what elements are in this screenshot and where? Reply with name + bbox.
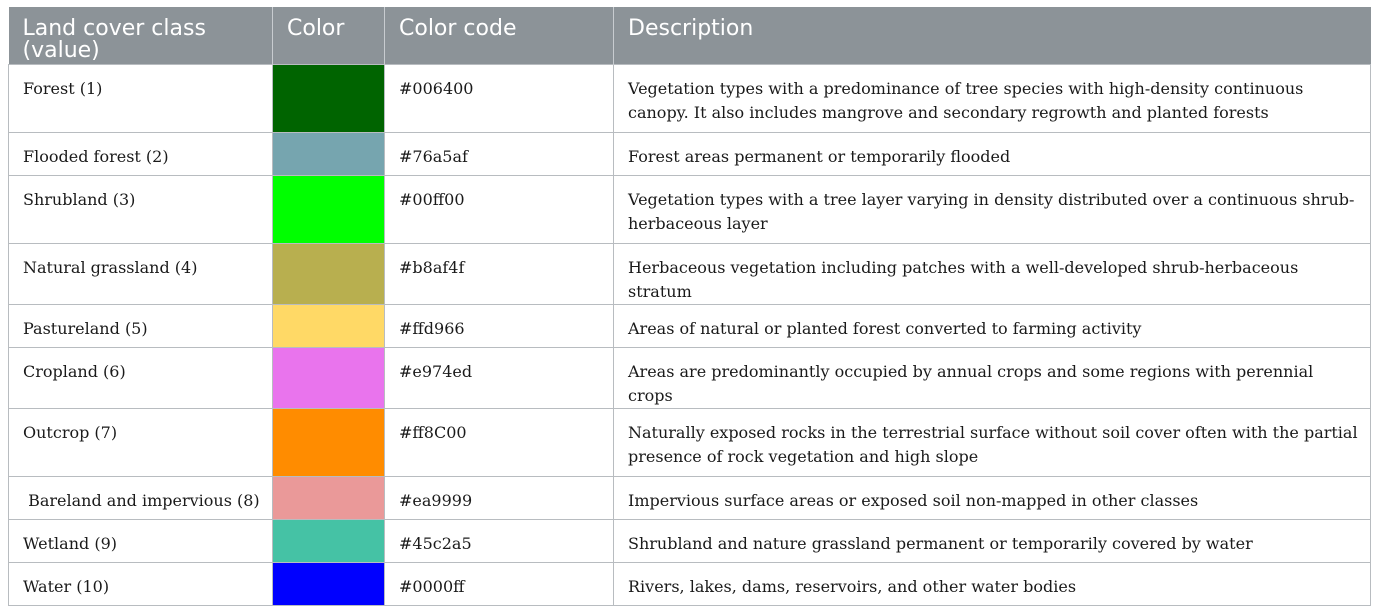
class-cell: Shrubland (3) bbox=[9, 175, 273, 243]
description-cell: Areas are predominantly occupied by annual crops and some regions with perennial crops bbox=[614, 347, 1371, 408]
description-cell: Forest areas permanent or temporarily flooded bbox=[614, 132, 1371, 175]
color-code-cell: #0000ff bbox=[385, 562, 614, 605]
class-cell: Forest (1) bbox=[9, 64, 273, 132]
class-cell: Water (10) bbox=[9, 562, 273, 605]
color-code-cell: #b8af4f bbox=[385, 243, 614, 304]
table-row bbox=[9, 476, 1371, 519]
table-row bbox=[9, 562, 1371, 605]
color-swatch bbox=[273, 519, 385, 562]
color-swatch bbox=[273, 64, 385, 132]
class-cell: Pastureland (5) bbox=[9, 304, 273, 347]
table-row bbox=[9, 132, 1371, 175]
table-row bbox=[9, 64, 1371, 132]
color-swatch bbox=[273, 243, 385, 304]
table-row bbox=[9, 519, 1371, 562]
header-color-code: Color code bbox=[385, 7, 614, 64]
color-swatch bbox=[273, 408, 385, 476]
color-code-cell: #ff8C00 bbox=[385, 408, 614, 476]
description-cell: Areas of natural or planted forest converted to farming activity bbox=[614, 304, 1371, 347]
description-cell: Vegetation types with a tree layer varying in density distributed over a continuous shrub-herbaceous layer bbox=[614, 175, 1371, 243]
color-code-cell: #00ff00 bbox=[385, 175, 614, 243]
description-cell: Vegetation types with a predominance of tree species with high-density continuous canopy. It also includes mangrove and secondary regrowth and planted forests bbox=[614, 64, 1371, 132]
description-cell: Impervious surface areas or exposed soil non-mapped in other classes bbox=[614, 476, 1371, 519]
color-code-cell: #006400 bbox=[385, 64, 614, 132]
table-header-row bbox=[9, 7, 1371, 64]
header-color: Color bbox=[273, 7, 385, 64]
color-swatch bbox=[273, 347, 385, 408]
class-cell: Bareland and impervious (8) bbox=[9, 476, 273, 519]
color-code-cell: #e974ed bbox=[385, 347, 614, 408]
color-code-cell: #45c2a5 bbox=[385, 519, 614, 562]
description-cell: Herbaceous vegetation including patches with a well-developed shrub-herbaceous stratum bbox=[614, 243, 1371, 304]
header-description: Description bbox=[614, 7, 1371, 64]
color-swatch bbox=[273, 175, 385, 243]
land-cover-table bbox=[8, 7, 1371, 606]
color-swatch bbox=[273, 476, 385, 519]
table-row bbox=[9, 304, 1371, 347]
table-row bbox=[9, 243, 1371, 304]
class-cell: Cropland (6) bbox=[9, 347, 273, 408]
color-code-cell: #ffd966 bbox=[385, 304, 614, 347]
table-row bbox=[9, 175, 1371, 243]
color-swatch bbox=[273, 132, 385, 175]
header-land-cover-class: Land cover class (value) bbox=[9, 7, 273, 64]
color-code-cell: #ea9999 bbox=[385, 476, 614, 519]
class-cell: Natural grassland (4) bbox=[9, 243, 273, 304]
class-cell: Outcrop (7) bbox=[9, 408, 273, 476]
color-code-cell: #76a5af bbox=[385, 132, 614, 175]
description-cell: Rivers, lakes, dams, reservoirs, and other water bodies bbox=[614, 562, 1371, 605]
class-cell: Wetland (9) bbox=[9, 519, 273, 562]
color-swatch bbox=[273, 562, 385, 605]
color-swatch bbox=[273, 304, 385, 347]
class-cell: Flooded forest (2) bbox=[9, 132, 273, 175]
description-cell: Shrubland and nature grassland permanent or temporarily covered by water bbox=[614, 519, 1371, 562]
table-row bbox=[9, 347, 1371, 408]
table-row bbox=[9, 408, 1371, 476]
description-cell: Naturally exposed rocks in the terrestrial surface without soil cover often with the partial presence of rock vegetation and high slope bbox=[614, 408, 1371, 476]
